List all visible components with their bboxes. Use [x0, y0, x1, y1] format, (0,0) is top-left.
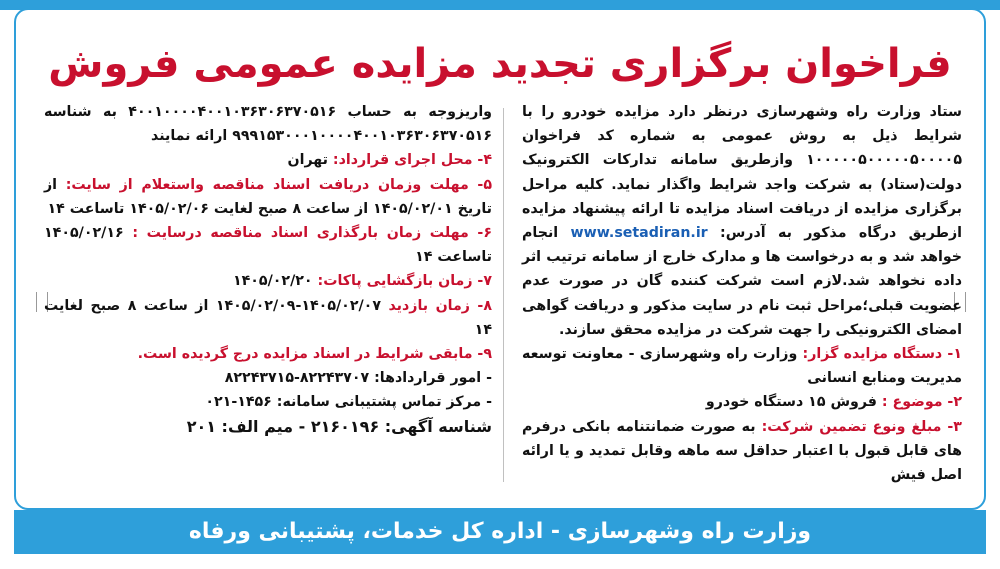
left-column [44, 100, 492, 439]
item-7-label: ۷- زمان بازگشایی پاکات: [317, 273, 492, 290]
item-8-label: ۸- زمان بازدید [388, 297, 492, 314]
ad-code: شناسه آگهی: ۲۱۶۰۱۹۶ - میم الف: ۲۰۱ [186, 416, 492, 436]
item-6-label: ۶- مهلت زمان بارگذاری اسناد مناقصه درسایت : [132, 225, 492, 242]
column-divider [503, 108, 504, 482]
item-3-value: به صورت ضمانتنامه بانکی درفرم های قابل قبول با اعتبار حداقل سه ماهه وقابل تمدید و یا ارائه اصل فیش [522, 418, 962, 484]
deposit-line: واریزوجه به حساب ۴۰۰۱۰۰۰۰۴۰۰۱۰۳۶۳۰۶۳۷۰۵۱۶ به شناسه ۹۹۹۱۵۳۰۰۰۱۰۰۰۰۴۰۰۱۰۳۶۳۰۶۳۷۰۵۱۶ ارائه نمایند [44, 104, 493, 145]
item-8-value: ۱۴۰۵/۰۲/۰۷-۱۴۰۵/۰۲/۰۹ از ساعت ۸ صبح لغایت ۱۴ [44, 297, 492, 338]
item-2-label: ۲- موضوع : [881, 394, 962, 411]
intro-text-1: ستاد وزارت راه وشهرسازی درنظر دارد مزایده خودرو را با شرایط ذیل به روش عمومی به شماره کد فراخوان ۱۰۰۰۰۰۵۰۰۰۰۰۵۰۰۰۰۵ وازطریق سامانه تدارکات الکترونیک دولت(ستاد) به شرکت واجد شرایط واگذار نماید. کلیه مراحل برگزاری مزایده از دریافت اسناد مزایده تا ارائه پیشنهاد مزایده ازطریق درگاه مذکور به آدرس: [522, 104, 962, 242]
item-6 [44, 221, 492, 269]
item-9: ۹- مابقی شرایط در اسناد مزایده درج گردیده است. [137, 346, 492, 363]
item-7 [44, 269, 492, 293]
item-3 [522, 415, 962, 488]
item-3-label: ۳- مبلغ ونوع تضمین شرکت: [761, 418, 962, 435]
item-4-label: ۴- محل اجرای قرارداد: [332, 152, 492, 169]
item-4 [44, 148, 492, 172]
item-1-value: وزارت راه وشهرسازی - معاونت توسعه مدیریت ومنابع انسانی [522, 346, 962, 387]
support-line: - مرکز تماس پشتیبانی سامانه: ۱۴۵۶-۰۲۱ [205, 394, 492, 411]
item-1 [522, 342, 962, 390]
website-link[interactable]: www.setadiran.ir [570, 225, 708, 242]
contracts-line: - امور قراردادها: ۸۲۲۴۳۷۰۷-۸۲۲۴۳۷۱۵ [224, 370, 492, 387]
right-column [522, 100, 962, 487]
item-7-value: ۱۴۰۵/۰۲/۲۰ [232, 273, 313, 290]
notice-title: فراخوان برگزاری تجدید مزایده عمومی فروش [48, 41, 952, 87]
item-8 [44, 294, 492, 342]
item-2 [522, 390, 962, 414]
item-6-value: ۱۴۰۵/۰۲/۱۶ تاساعت ۱۴ [44, 225, 492, 266]
item-5-label: ۵- مهلت وزمان دریافت اسناد مناقصه واستعلام از سایت: [65, 176, 492, 193]
item-2-value: فروش ۱۵ دستگاه خودرو [705, 394, 877, 411]
intro-text-2: انجام خواهد شد و به درخواست ها و مدارک خارج از سامانه ترتیب اثر داده نخواهد شد.لازم است شرکت کننده گان در صورت عدم عضویت قبلی؛مراحل ثبت نام در سایت مذکور و دریافت گواهی امضای الکترونیکی را جهت شرکت در مزایده محقق سازند. [522, 225, 962, 338]
intro-paragraph [522, 100, 962, 342]
item-5-value: از تاریخ ۱۴۰۵/۰۲/۰۱ از ساعت ۸ صبح لغایت ۱۴۰۵/۰۲/۰۶ تاساعت ۱۴ [44, 176, 492, 217]
item-1-label: ۱- دستگاه مزایده گزار: [802, 346, 962, 363]
footer-banner: وزارت راه وشهرسازی - اداره کل خدمات، پشتیبانی ورفاه [14, 510, 986, 554]
item-5 [44, 173, 492, 221]
item-4-value: تهران [287, 152, 328, 169]
